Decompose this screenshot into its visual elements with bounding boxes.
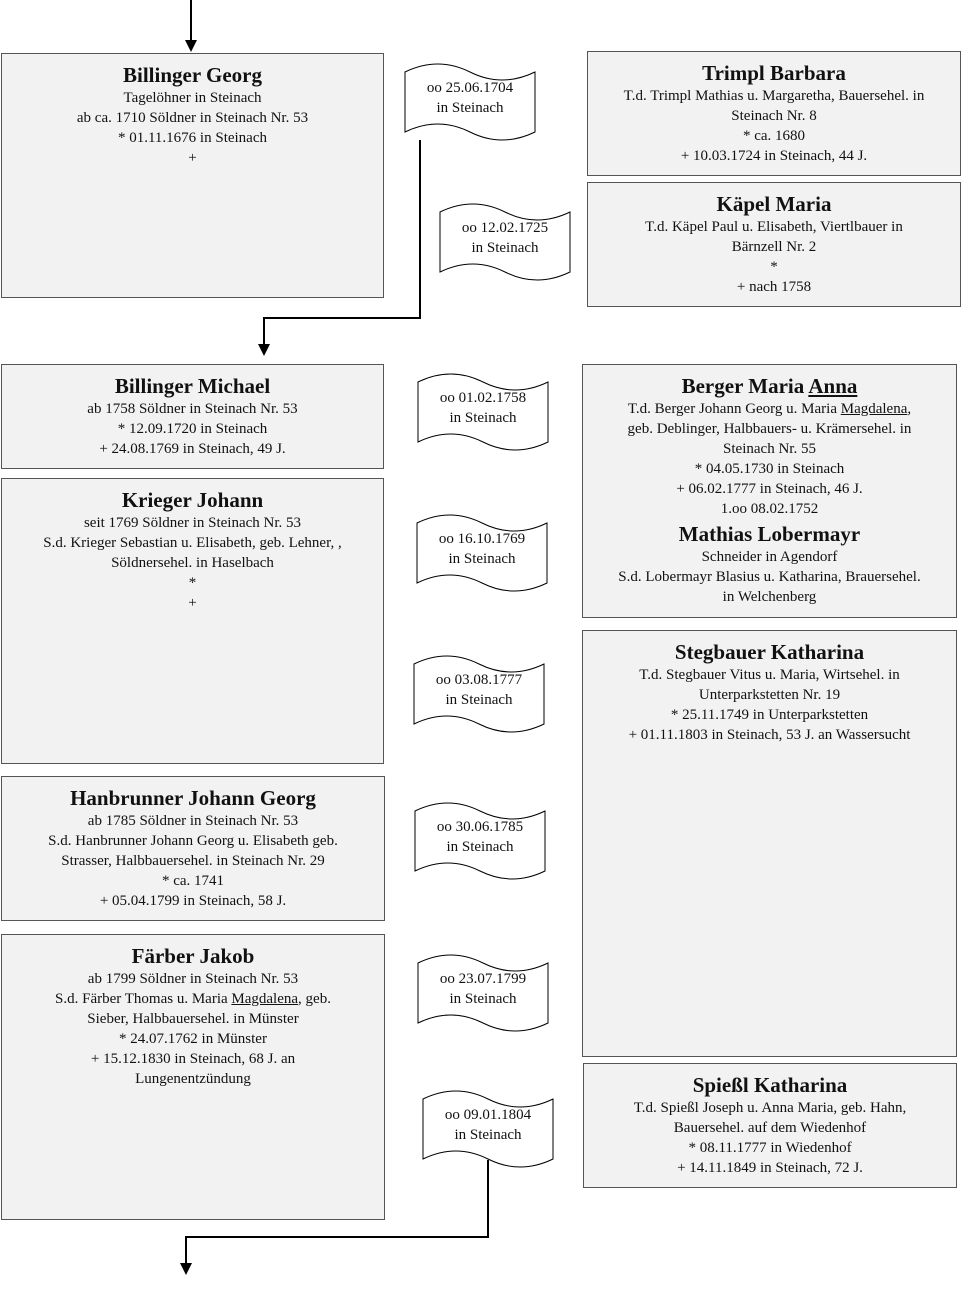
person-death: + 14.11.1849 in Steinach, 72 J.: [677, 1160, 863, 1176]
person-birth: * 24.07.1762 in Münster: [119, 1031, 267, 1047]
person-death: + 06.02.1777 in Steinach, 46 J.: [676, 481, 863, 497]
marriage-place: in Steinach: [445, 692, 513, 708]
person-name: Färber Jakob: [131, 944, 255, 968]
person-death: +: [188, 595, 197, 611]
person-death: + 24.08.1769 in Steinach, 49 J.: [99, 441, 286, 457]
marriage-scroll: [417, 370, 549, 454]
detail-underlined: Magdalena: [231, 991, 299, 1007]
person-card-spiessl-katharina: [583, 1063, 957, 1188]
person-birth: * 08.11.1777 in Wiedenhof: [688, 1140, 852, 1156]
arrow-down-icon: [258, 344, 270, 356]
person-detail: T.d. Käpel Paul u. Elisabeth, Viertlbauer in: [645, 219, 903, 235]
person-card-trimpl-barbara: [587, 51, 961, 176]
marriage-date: oo 09.01.1804: [444, 1107, 532, 1123]
person-death: + 15.12.1830 in Steinach, 68 J. an: [90, 1051, 296, 1067]
marriage-date: oo 16.10.1769: [438, 531, 526, 547]
spouse-detail: in Welchenberg: [722, 589, 817, 605]
person-birth: * ca. 1741: [161, 873, 225, 889]
person-birth: *: [770, 259, 778, 275]
marriage-place: in Steinach: [449, 991, 517, 1007]
person-death: +: [188, 150, 197, 166]
person-name: Käpel Maria: [716, 192, 832, 216]
person-detail: seit 1769 Söldner in Steinach Nr. 53: [83, 515, 302, 531]
detail-suffix: , geb.: [298, 991, 331, 1007]
person-detail: Söldnersehel. in Haselbach: [111, 555, 274, 571]
person-card-billinger-michael: [1, 364, 384, 469]
person-name: Hanbrunner Johann Georg: [70, 786, 316, 810]
person-birth: * 01.11.1676 in Steinach: [117, 130, 267, 146]
person-name: Billinger Michael: [114, 374, 271, 398]
person-detail: S.d. Hanbrunner Johann Georg u. Elisabeth geb.: [48, 833, 338, 849]
marriage-date: oo 30.06.1785: [436, 819, 524, 835]
person-death: + 01.11.1803 in Steinach, 53 J. an Wassersucht: [628, 727, 911, 743]
person-card-stegbauer-katharina: [582, 630, 957, 1057]
person-detail: ab 1758 Söldner in Steinach Nr. 53: [87, 401, 298, 417]
marriage-date: oo 12.02.1725: [461, 220, 549, 236]
detail-suffix: ,: [907, 401, 912, 417]
person-detail: Sieber, Halbbauersehel. in Münster: [87, 1011, 299, 1027]
spouse-detail: Schneider in Agendorf: [701, 549, 838, 565]
marriage-scroll: [422, 1087, 554, 1171]
marriage-place: in Steinach: [446, 839, 514, 855]
person-detail: [2, 989, 384, 1009]
marriage-scroll: [416, 511, 548, 595]
marriage-scroll: [417, 951, 549, 1035]
marriage-scroll: [414, 799, 546, 883]
marriage-scroll: [439, 200, 571, 284]
detail-underlined: Magdalena: [840, 401, 908, 417]
person-detail: T.d. Spießl Joseph u. Anna Maria, geb. Hahn,: [633, 1100, 907, 1116]
person-name: Krieger Johann: [121, 488, 264, 512]
person-card-faerber-jakob: [1, 934, 385, 1220]
person-card-billinger-georg: [1, 53, 384, 298]
marriage-date: oo 25.06.1704: [426, 80, 514, 96]
person-detail: ab 1799 Söldner in Steinach Nr. 53: [87, 971, 299, 987]
person-death: + 05.04.1799 in Steinach, 58 J.: [99, 893, 287, 909]
person-birth: * 04.05.1730 in Steinach: [694, 461, 845, 477]
person-card-kaepel-maria: [587, 182, 961, 307]
marriage-scroll: [404, 60, 536, 144]
person-detail: T.d. Stegbauer Vitus u. Maria, Wirtsehel. in: [639, 667, 900, 683]
person-birth: *: [188, 575, 197, 591]
person-detail: ab ca. 1710 Söldner in Steinach Nr. 53: [76, 110, 309, 126]
person-name: Trimpl Barbara: [702, 61, 846, 85]
person-name: Stegbauer Katharina: [674, 640, 865, 664]
person-detail: [583, 399, 956, 419]
arrow-down-icon: [180, 1263, 192, 1275]
marriage-date: oo 03.08.1777: [435, 672, 523, 688]
marriage-place: in Steinach: [454, 1127, 522, 1143]
person-name: [583, 373, 956, 399]
marriage-place: in Steinach: [436, 100, 504, 116]
arrow-down-icon: [185, 40, 197, 52]
person-birth: * 12.09.1720 in Steinach: [117, 421, 268, 437]
person-name: Spießl Katharina: [692, 1073, 848, 1097]
marriage-scroll: [413, 652, 545, 736]
marriage-place: in Steinach: [471, 240, 539, 256]
person-detail: T.d. Trimpl Mathias u. Margaretha, Bauersehel. in: [623, 88, 925, 104]
spouse-name: Mathias Lobermayr: [678, 522, 861, 546]
person-detail: geb. Deblinger, Halbbauers- u. Krämersehel. in: [627, 421, 912, 437]
person-card-krieger-johann: [1, 478, 384, 764]
person-card-hanbrunner-johann-georg: [1, 776, 385, 921]
person-name-prefix: Berger Maria: [681, 374, 809, 398]
marriage-date: oo 23.07.1799: [439, 971, 527, 987]
marriage-place: in Steinach: [448, 551, 516, 567]
person-detail: Unterparkstetten Nr. 19: [698, 687, 841, 703]
detail-prefix: T.d. Berger Johann Georg u. Maria: [627, 401, 841, 417]
detail-prefix: S.d. Färber Thomas u. Maria: [55, 991, 232, 1007]
person-detail: Strasser, Halbbauersehel. in Steinach Nr. 29: [61, 853, 325, 869]
person-name-underlined: Anna: [808, 374, 858, 398]
person-birth: * 25.11.1749 in Unterparkstetten: [670, 707, 869, 723]
person-detail: S.d. Krieger Sebastian u. Elisabeth, geb. Lehner, ,: [43, 535, 342, 551]
person-death: Lungenentzündung: [135, 1071, 251, 1087]
person-death: + nach 1758: [736, 279, 812, 295]
first-marriage: 1.oo 08.02.1752: [720, 501, 819, 517]
person-birth: * ca. 1680: [742, 128, 806, 144]
person-card-berger-maria-anna: [582, 364, 957, 618]
marriage-date: oo 01.02.1758: [439, 390, 527, 406]
spouse-detail: S.d. Lobermayr Blasius u. Katharina, Brauersehel.: [618, 569, 921, 585]
person-detail: Tagelöhner in Steinach: [123, 90, 262, 106]
person-detail: ab 1785 Söldner in Steinach Nr. 53: [87, 813, 299, 829]
marriage-place: in Steinach: [449, 410, 517, 426]
person-death: + 10.03.1724 in Steinach, 44 J.: [680, 148, 868, 164]
person-name: Billinger Georg: [122, 63, 262, 87]
person-detail: Bärnzell Nr. 2: [731, 239, 817, 255]
person-detail: Steinach Nr. 8: [731, 108, 817, 124]
person-detail: Bauersehel. auf dem Wiedenhof: [673, 1120, 867, 1136]
person-detail: Steinach Nr. 55: [723, 441, 816, 457]
